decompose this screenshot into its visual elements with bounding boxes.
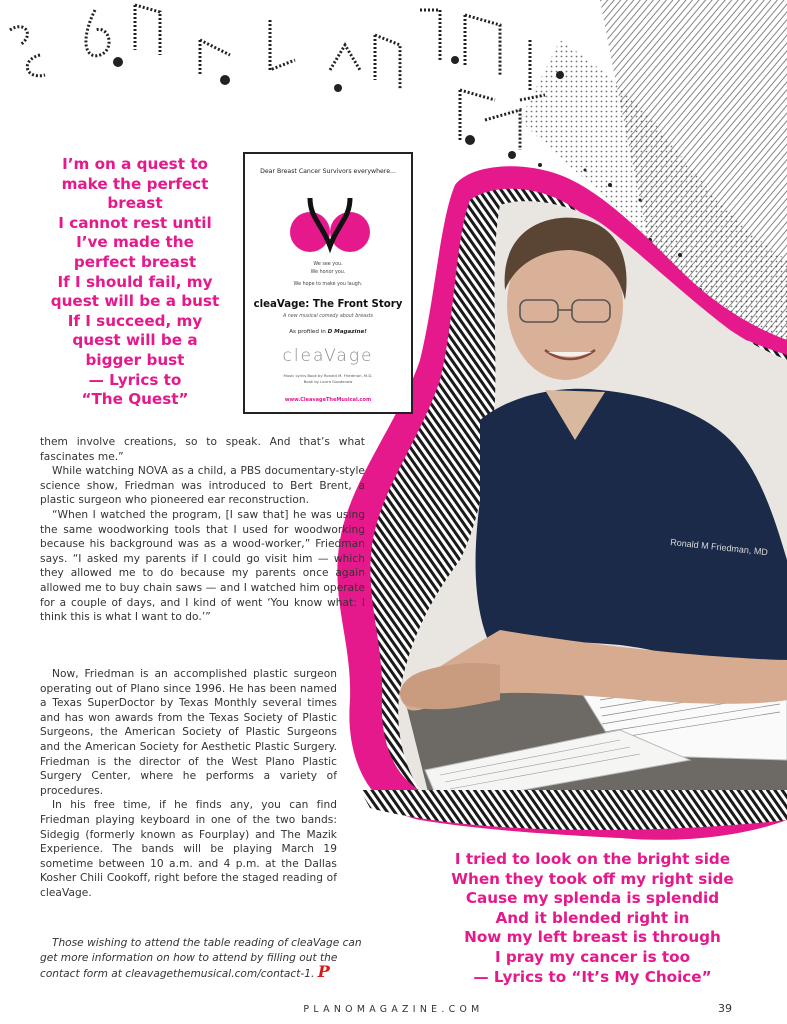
- quote-line: If I should fail, my: [57, 272, 213, 291]
- footer-magazine-name: PLANOMAGAZINE.COM: [303, 1004, 484, 1015]
- quote-line: perfect breast: [73, 252, 197, 271]
- article-paragraph: Now, Friedman is an accomplished plastic surgeon operating out of Plano since 1996. He has been named a Texas SuperDoctor by Texas Monthly several times and has won awards from the Texas Society of Plastic Surgeons, the American Society of Plastic Surgeons and the American Society for Aesthetic Plastic Surgery. Friedman is the director of the West Plano Plastic Surgery Center, where he performs a variety of procedures.: [40, 668, 337, 797]
- poster-line: We honor you.: [310, 270, 346, 275]
- poster-profiled: [245, 329, 411, 335]
- closing-text: Those wishing to attend the table reading of cleaVage can get more information on how to attend by filling out the contact form at cleavagethemusical.com/contact-1.: [40, 937, 362, 981]
- pull-quote-left: [40, 155, 230, 410]
- quote-line: I’m on a quest to: [62, 155, 208, 173]
- poster-credit: Music Lyrics Book by Ronald M. Friedman, M.D.: [283, 373, 373, 378]
- article-body-upper: [40, 435, 365, 625]
- quote-line: Cause my splenda is splendid: [465, 889, 720, 908]
- music-notes-decoration: [10, 5, 545, 150]
- quote-line: Now my left breast is through: [464, 928, 721, 947]
- quote-line: breast: [107, 194, 163, 213]
- page-number: 39: [718, 1002, 732, 1015]
- poster-line: We hope to make you laugh.: [293, 282, 363, 287]
- quote-line: I cannot rest until: [58, 213, 212, 232]
- poster-credit: Book by Laura Goodenow: [303, 379, 353, 384]
- article-paragraph: In his free time, if he finds any, you can find Friedman playing keyboard in one of the two bands: Sidegig (formerly known as Fourplay) and The Mazik Experience. The bands will be playing March 19 sometime between 10 a.m. and 4 p.m. at the Dallas Kosher Chili Cookoff, right before the staged reading of cleaVage.: [40, 799, 337, 899]
- quote-line: quest will be a bust: [50, 292, 220, 311]
- quote-line: If I succeed, my: [67, 311, 203, 330]
- poster-top-line: Dear Breast Cancer Survivors everywhere...: [260, 168, 396, 175]
- poster-line: We see you.: [313, 262, 343, 267]
- quote-line: quest will be a: [72, 331, 198, 350]
- end-mark-icon: P: [317, 962, 330, 982]
- poster-wordmark: cleaVage: [282, 346, 374, 366]
- quote-line: When they took off my right side: [451, 869, 734, 888]
- article-body-lower: [40, 667, 337, 901]
- poster-title: cleaVage: The Front Story: [253, 299, 403, 310]
- pull-quote-right: [425, 850, 760, 987]
- quote-line: I tried to look on the bright side: [454, 850, 731, 868]
- poster-profiled-mag: D Magazine!: [327, 329, 367, 335]
- quote-line: bigger bust: [85, 350, 185, 369]
- svg-text:Ronald M Friedman, MD: Ronald M Friedman, MD: [669, 537, 769, 558]
- quote-line: — Lyrics to “It’s My Choice”: [473, 967, 712, 986]
- quote-line: — Lyrics to: [88, 370, 182, 389]
- poster-profiled-prefix: As profiled in: [289, 329, 326, 335]
- poster-subtitle: A new musical comedy about breasts: [283, 314, 373, 319]
- quote-line: And it blended right in: [495, 908, 690, 927]
- article-closing-note: [40, 936, 370, 982]
- article-paragraph: them involve creations, so to speak. And that’s what fascinates me.”: [40, 436, 365, 463]
- article-paragraph: “When I watched the program, [I saw that] he was using the same woodworking tools that I used for woodworking because his background was as a wood-worker,” Friedman says. “I asked my parents if I could go visit him — which they allowed me to do because my parents once again allowed me to buy chain saws — and I watched him operate for a couple of days, and I kind of went ‘You know what: I think this is what I want to do.’”: [40, 508, 365, 624]
- quote-line: make the perfect: [61, 174, 209, 193]
- cleavage-poster: [243, 152, 413, 414]
- quote-line: “The Quest”: [81, 390, 189, 409]
- poster-logo-icon: [288, 194, 372, 258]
- article-paragraph: While watching NOVA as a child, a PBS documentary-style science show, Friedman was introduced to Bert Brent, a plastic surgeon who pioneered ear reconstruction.: [40, 465, 365, 507]
- solid-note-glyphs: [113, 56, 564, 159]
- hatched-stripe-decoration: [360, 790, 787, 830]
- quote-line: I pray my cancer is too: [494, 947, 691, 966]
- poster-url: www.CleavageTheMusical.com: [284, 397, 372, 403]
- quote-line: I’ve made the: [76, 233, 194, 252]
